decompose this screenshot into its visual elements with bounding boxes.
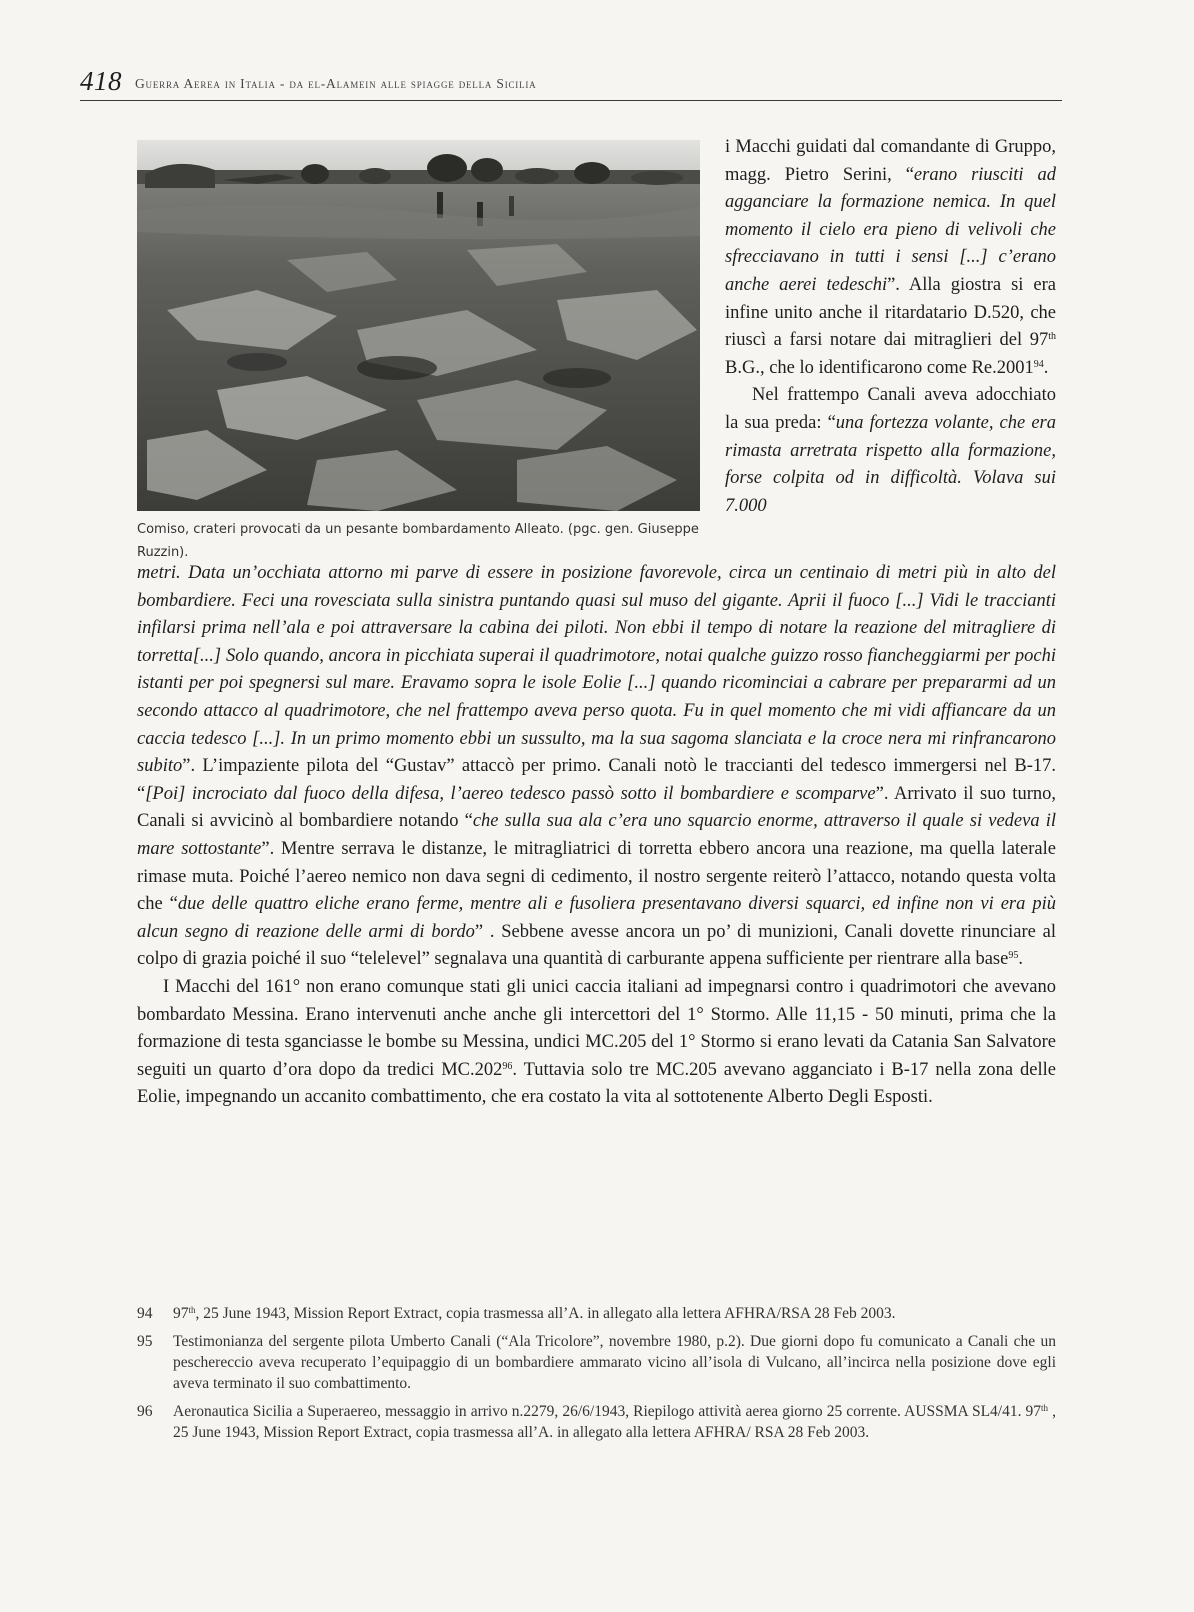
paragraph (137, 974, 1056, 1112)
superscript: th (1041, 1403, 1049, 1413)
footnote-number: 95 (137, 1333, 153, 1350)
text-run: . (1018, 949, 1023, 970)
quote-italic: che sulla sua ala c’era uno squarcio enorme, attraverso il quale si vedeva il mare sottostante (137, 811, 1056, 859)
text-run: ”. Alla giostra si era infine unito anche il ritardatario D.520, che riuscì a farsi notare dai mitraglieri del 97 (725, 274, 1056, 351)
text-run: ”. Mentre serrava le distanze, le mitragliatrici di torretta ebbero ancora una reazione, ma quella laterale rimase muta. Poiché l’aereo nemico non dava segni di cedimento, il nostro sergente reiterò l’attacco, notando questa volta che “ (137, 838, 1056, 915)
superscript: th (188, 1305, 196, 1315)
crater-photo (137, 140, 700, 511)
text-run: ”. L’impaziente pilota del “Gustav” attaccò per primo. Canali notò le traccianti del tedesco immergersi nel B-17. “ (137, 756, 1056, 804)
text-run: I Macchi del 161° non erano comunque stati gli unici caccia italiani ad impegnarsi contro i quadrimotori che avevano bombardato Messina. Erano intervenuti anche anche gli intercettori del 1° Stormo. Alle 11,15 - 50 minuti, prima che la formazione di testa sganciasse le bombe su Messina, undici MC.205 del 1° Stormo si erano levati da Catania San Salvatore seguiti un quarto d’ora dopo da tredici MC.202 (137, 976, 1056, 1080)
main-text (137, 560, 1056, 1112)
text-run: i Macchi guidati dal comandante di Gruppo, magg. Pietro Serini, “ (725, 137, 1056, 185)
crater-photo-image (137, 140, 700, 511)
right-column-text (725, 134, 1056, 520)
text-run: Nel frattempo Canali aveva adocchiato la sua preda: “ (725, 385, 1056, 433)
running-header (80, 66, 1062, 101)
paragraph (725, 134, 1056, 382)
quote-italic: [Poi] incrociato dal fuoco della difesa, l’aereo tedesco passò sotto il bombardiere e scomparve (145, 783, 876, 804)
page-number: 418 (80, 66, 122, 96)
text-run: ”. Arrivato il suo turno, Canali si avvicinò al bombardiere notando “ (137, 783, 1056, 832)
footnote-text: 97 (173, 1305, 189, 1322)
paragraph (725, 382, 1056, 520)
footnote-96 (137, 1401, 1056, 1443)
superscript: th (1048, 331, 1056, 343)
text-run: . (1043, 357, 1049, 378)
text-run: . Tuttavia solo tre MC.205 avevano agganciato i B-17 nella zona delle Eolie, impegnando un accanito combattimento, che era costato la vita al sottotenente Alberto Degli Esposti. (137, 1059, 1056, 1108)
footnote-ref-96: 96 (502, 1060, 513, 1072)
quote-italic: erano riusciti ad agganciare la formazione nemica. In quel momento il cielo era pieno di velivoli che sfrecciavano in tutti i sensi [...] c’erano anche aerei tedeschi (725, 164, 1056, 295)
paragraph (137, 560, 1056, 974)
footnote-ref-95: 95 (1008, 950, 1019, 962)
quote-italic: due delle quattro eliche erano ferme, mentre ali e fusoliera presentavano diversi squarci, ed infine non vi era più alcun segno di reazione delle armi di bordo (137, 894, 1056, 942)
running-title: Guerra Aerea in Italia - da el-Alamein alle spiagge della Sicilia (135, 76, 537, 91)
footnote-text: , 25 June 1943, Mission Report Extract, copia trasmessa all’A. in allegato alla lettera AFHRA/RSA 28 Feb 2003. (195, 1305, 896, 1322)
footnote-text: Testimonianza del sergente pilota Umberto Canali (“Ala Tricolore”, novembre 1980, p.2). Due giorni dopo fu comunicato a Canali che un peschereccio aveva recuperato l’equipaggio di un bombardiere ammarato vicino all’isola di Vulcano, all’incirca nella posizione dove egli aveva terminato il suo combattimento. (173, 1333, 1056, 1392)
footnote-94 (137, 1303, 1056, 1324)
text-run: B.G., che lo identificarono come Re.2001 (725, 357, 1034, 378)
footnote-number: 96 (137, 1403, 153, 1420)
text-run: ” . Sebbene avesse ancora un po’ di munizioni, Canali dovette rinunciare al colpo di grazia poiché il suo “telelevel” segnalava una quantità di carburante appena sufficiente per rientrare alla base (137, 921, 1056, 970)
footnote-95 (137, 1331, 1056, 1394)
quote-italic: una fortezza volante, che era rimasta arretrata rispetto alla formazione, forse colpita od in difficoltà. Volava sui 7.000 (725, 412, 1057, 516)
footnote-ref-94: 94 (1033, 358, 1044, 370)
figure-caption: Comiso, crateri provocati da un pesante bombardamento Alleato. (pgc. gen. Giuseppe Ruzzin). (137, 522, 699, 560)
footnote-text: , 25 June 1943, Mission Report Extract, copia trasmessa all’A. in allegato alla lettera AFHRA/ RSA 28 Feb 2003. (173, 1403, 1057, 1441)
footnote-text: Aeronautica Sicilia a Superaereo, messaggio in arrivo n.2279, 26/6/1943, Riepilogo attività aerea giorno 25 corrente. AUSSMA SL4/41. 97 (173, 1403, 1042, 1420)
footnotes (137, 1303, 1056, 1450)
footnote-number: 94 (137, 1305, 153, 1322)
quote-italic: metri. Data un’occhiata attorno mi parve di essere in posizione favorevole, circa un centinaio di metri più in alto del bombardiere. Feci una rovesciata sulla sinistra puntando quasi sul muso del gigante. Aprii il fuoco [...] Vidi le traccianti infilarsi prima nell’ala e poi attraversare la cabina dei piloti. Non ebbi il tempo di notare la reazione del mitragliere di torretta[...] Solo quando, ancora in picchiata superai il quadrimotore, notai qualche guizzo rosso fiancheggiarmi per pochi istanti per poi spegnersi sul mare. Eravamo sopra le isole Eolie [...] quando ricominciai a cabrare per prepararmi ad un secondo attacco al quadrimotore, che nel frattempo aveva perso quota. Fu in quel momento che mi vidi affiancare da un caccia tedesco [...]. In un primo momento ebbi un sussulto, ma la sua sagoma slanciata e la croce nera mi rinfrancarono subito (137, 563, 1056, 777)
